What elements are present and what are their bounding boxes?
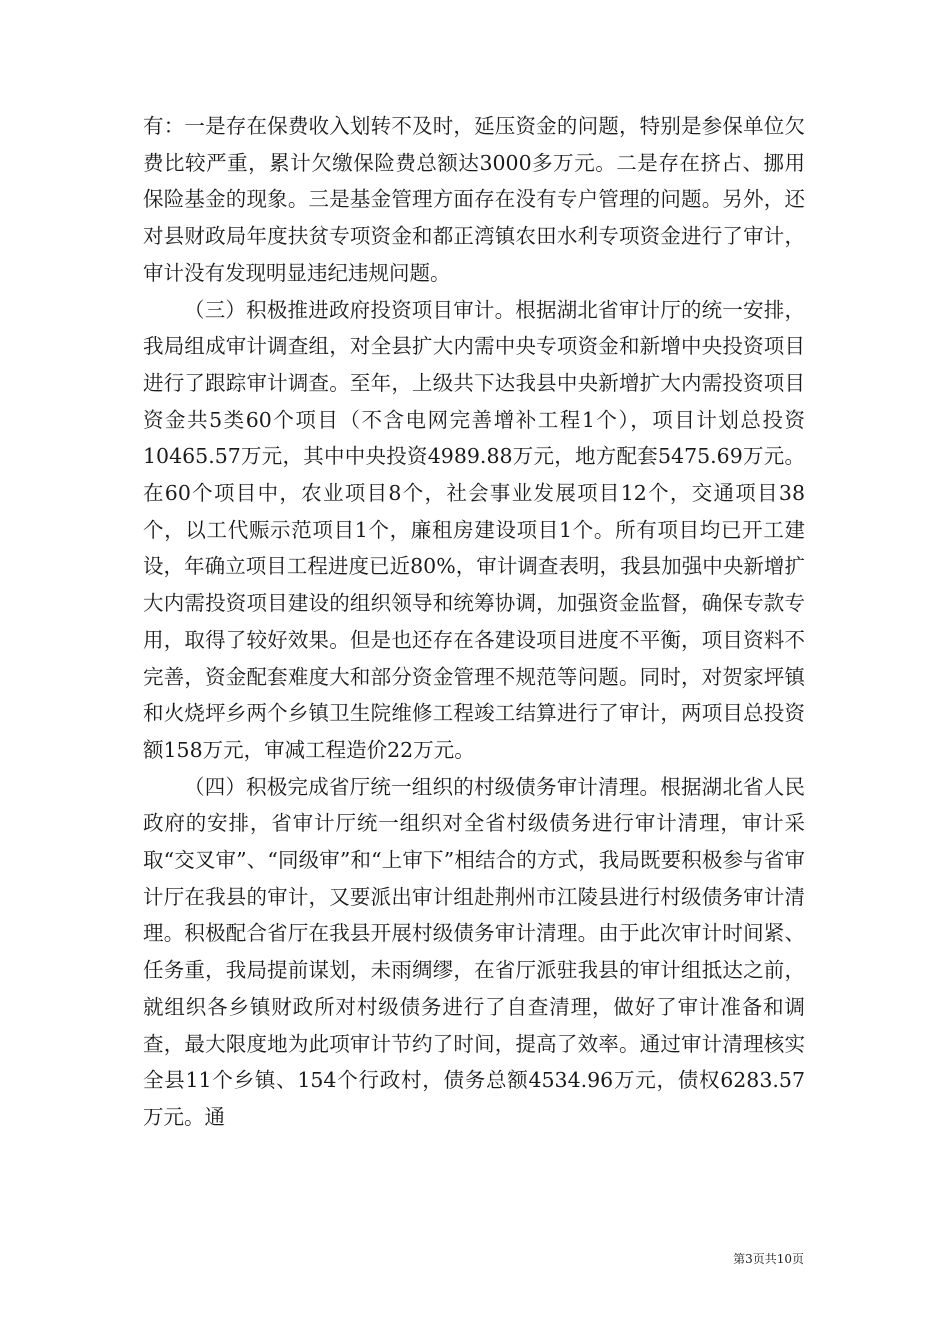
paragraph-2: （三）积极推进政府投资项目审计。根据湖北省审计厅的统一安排，我局组成审计调查组，对全县扩大内需中央专项资金和新增中央投资项目进行了跟踪审计调查。至年，上级共下达我县中央新增扩大内需投资项目资金共5类60个项目（不含电网完善增补工程1个），项目计划总投资10465.57万元，其中中央投资4989.88万元，地方配套5475.69万元。在60个项目中，农业项目8个，社会事业发展项目12个，交通项目38个，以工代赈示范项目1个，廉租房建设项目1个。所有项目均已开工建设，年确立项目工程进度已近80%，审计调查表明，我县加强中央新增扩大内需投资项目建设的组织领导和统筹协调，加强资金监督，确保专款专用，取得了较好效果。但是也还存在各建设项目进度不平衡，项目资料不完善，资金配套难度大和部分资金管理不规范等问题。同时，对贺家坪镇和火烧坪乡两个乡镇卫生院维修工程竣工结算进行了审计，两项目总投资额158万元，审减工程造价22万元。	[143, 297, 805, 762]
paragraph-3: （四）积极完成省厅统一组织的村级债务审计清理。根据湖北省人民政府的安排，省审计厅统一组织对全省村级债务进行审计清理，审计采取“交叉审”、“同级审”和“上审下”相结合的方式，我局既要积极参与省审计厅在我县的审计，又要派出审计组赴荆州市江陵县进行村级债务审计清理。积极配合省厅在我县开展村级债务审计清理。由于此次审计时间紧、任务重，我局提前谋划，未雨绸缪，在省厅派驻我县的审计组抵达之前，就组织各乡镇财政所对村级债务进行了自查清理，做好了审计准备和调查，最大限度地为此项审计节约了时间，提高了效率。通过审计清理核实全县11个乡镇、154个行政村，债务总额4534.96万元，债权6283.57万元。通	[143, 774, 805, 1129]
paragraph-1: 有：一是存在保费收入划转不及时，延压资金的问题，特别是参保单位欠费比较严重，累计欠缴保险费总额达3000多万元。二是存在挤占、挪用保险基金的现象。三是基金管理方面存在没有专户管理的问题。另外，还对县财政局年度扶贫专项资金和都正湾镇农田水利专项资金进行了审计，审计没有发现明显违纪违规问题。	[143, 114, 805, 285]
body-text	[143, 108, 805, 1136]
page-number-footer: 第3页共10页	[733, 1252, 804, 1266]
